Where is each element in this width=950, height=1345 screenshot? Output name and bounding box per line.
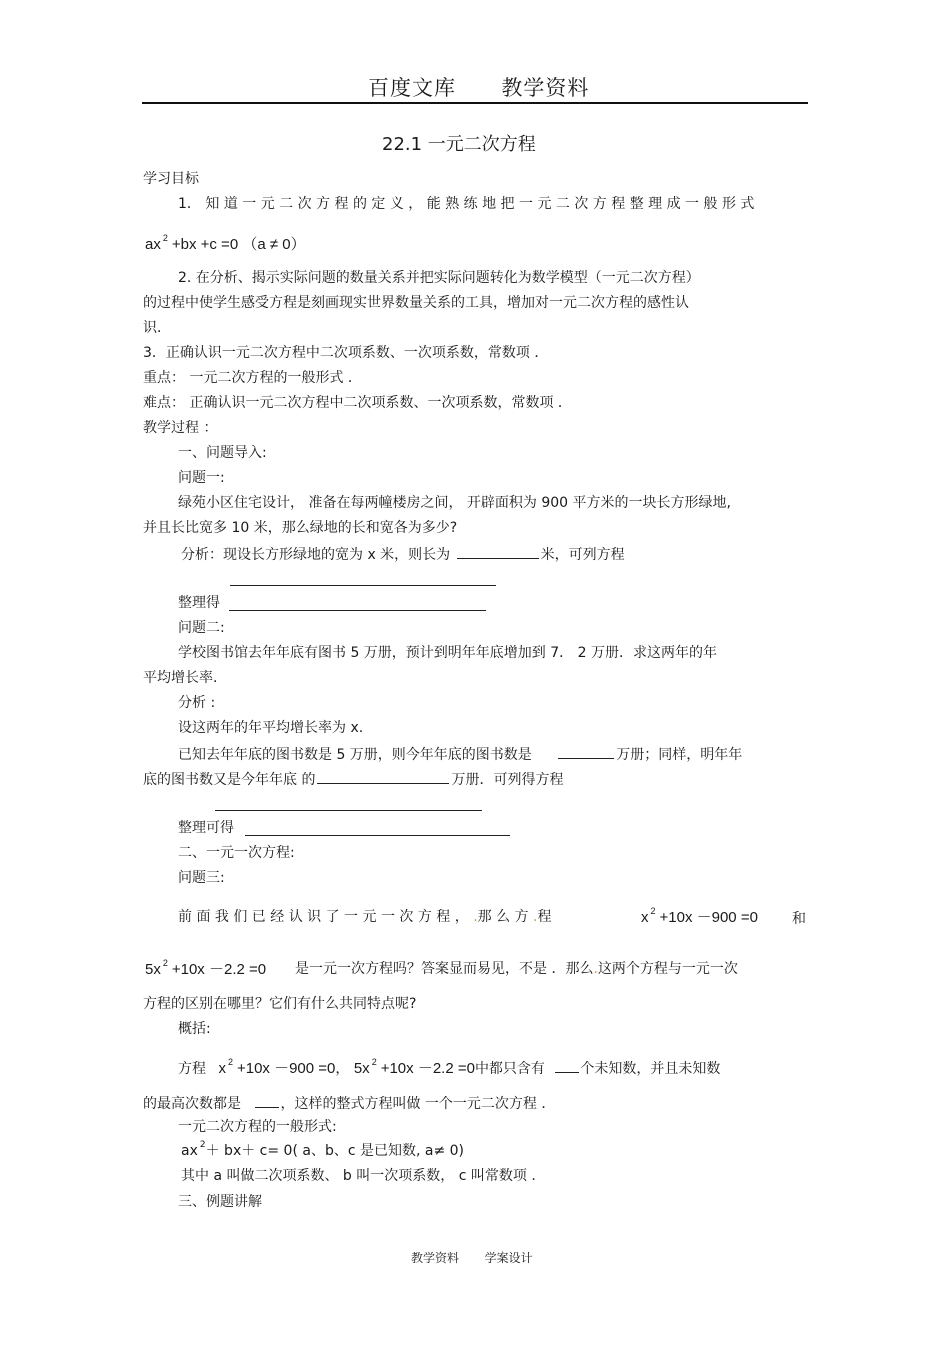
answer-blank bbox=[555, 1058, 579, 1073]
question-2-line2: 平均增长率. bbox=[143, 670, 218, 686]
question-2-arrange: 整理可得 bbox=[178, 820, 234, 836]
objective-2-line3: 识． bbox=[143, 320, 171, 336]
objective-2-line1: 2. 在分析、揭示实际问题的数量关系并把实际问题转化为数学模型（一元二次方程） bbox=[178, 270, 700, 286]
section-3-heading: 三、例题讲解 bbox=[178, 1194, 262, 1210]
answer-blank bbox=[457, 544, 539, 559]
summary-line2: 的最高次数都是 ，这样的整式方程叫做 一个一元二次方程 ． bbox=[143, 1093, 555, 1113]
question-1-arrange: 整理得 bbox=[178, 595, 220, 611]
objective-1: 1． 知 道 一 元 二 次 方 程 的 定 义 ， 能 熟 练 地 把 一 元 二 次 方 程 整 理 成 一 般 形 式 bbox=[178, 196, 755, 212]
answer-blank bbox=[255, 1093, 279, 1108]
answer-line bbox=[245, 835, 510, 836]
header-rule bbox=[142, 102, 808, 104]
answer-line bbox=[229, 610, 486, 611]
page-footer bbox=[411, 1249, 533, 1266]
general-form-label: 一元二次方程的一般形式: bbox=[178, 1119, 337, 1135]
coefficient-explanation: 其中 a 叫做二次项系数、 b 叫一次项系数， c 叫常数项 . bbox=[181, 1168, 536, 1184]
question-3-line1: 前 面 我 们 已 经 认 识 了 一 元 一 次 方 程 ， .那 么 方 .程 bbox=[178, 909, 552, 925]
question-3-equation-2: 5x $^2$ +10x －2.2 =0 bbox=[145, 958, 267, 978]
answer-line bbox=[230, 585, 496, 586]
answer-line bbox=[215, 810, 482, 811]
question-2-analysis: 分析 : bbox=[178, 695, 216, 711]
question-3-equation-1: x $^2$ +10x －900 =0 bbox=[641, 906, 758, 926]
objective-2-line2: 的过程中使学生感受方程是刻画现实世界数量关系的工具，增加对一元二次方程的感性认 bbox=[143, 295, 689, 311]
question-3-label: 问题三: bbox=[178, 870, 225, 886]
document-title: 22.1 一元二次方程 bbox=[382, 134, 536, 155]
question-2-line1: 学校图书馆去年年底有图书 5 万册，预计到明年年底增加到 7． 2 万册．求这两年的年 bbox=[178, 645, 717, 661]
process-heading: 教学过程 ： bbox=[143, 420, 218, 436]
header-right: 教学资料 bbox=[501, 76, 590, 100]
answer-blank bbox=[558, 744, 614, 759]
question-1-line2: 并且长比宽多 10 米，那么绿地的长和宽各为多少? bbox=[143, 520, 458, 536]
question-2-known: 已知去年年底的图书数是 5 万册，则今年年底的图书数是 万册；同样，明年年 bbox=[178, 744, 742, 764]
question-1-line1: 绿苑小区住宅设计， 准备在每两幢楼房之间， 开辟面积为 900 平方米的一块长方形绿地, bbox=[178, 495, 731, 511]
question-1-label: 问题一: bbox=[178, 470, 225, 486]
question-2-set: 设这两年的年平均增长率为 x. bbox=[178, 720, 364, 736]
difficulty-point: 难点： 正确认识一元二次方程中二次项系数、一次项系数，常数项 ． bbox=[143, 395, 572, 411]
question-2-label: 问题二: bbox=[178, 620, 225, 636]
header-left: 百度文库 bbox=[368, 76, 456, 100]
footer-left: 教学资料 bbox=[411, 1251, 460, 1265]
objectives-heading: 学习目标 bbox=[143, 171, 199, 187]
section-2-heading: 二、一元一次方程: bbox=[178, 845, 295, 861]
answer-blank bbox=[317, 769, 449, 784]
section-1-heading: 一、问题导入: bbox=[178, 445, 267, 461]
key-point: 重点： 一元二次方程的一般形式 ． bbox=[143, 370, 362, 386]
footer-right: 学案设计 bbox=[484, 1251, 533, 1265]
summary-label: 概括: bbox=[178, 1021, 211, 1037]
question-3-line3: 方程的区别在哪里？它们有什么共同特点呢? bbox=[143, 996, 417, 1012]
objective-1-formula: ax $^2$ +bx +c =0 （a ≠ 0） bbox=[145, 233, 306, 253]
question-3-and: 和 bbox=[792, 911, 806, 927]
question-1-analysis: 分析：现设长方形绿地的宽为 x 米，则长为 米，可列方程 bbox=[181, 544, 625, 564]
question-3-line2: 是一元一次方程吗？答案显而易见，不是 ．那么.这两个方程与一元一次 bbox=[295, 961, 738, 977]
general-form: ax $^2$＋ bx＋ c= 0( a、b、c 是已知数, a≠ 0) bbox=[181, 1140, 465, 1159]
question-2-next: 底的图书数又是今年年底 的 万册．可列得方程 bbox=[143, 769, 563, 789]
page-header bbox=[368, 72, 589, 102]
objective-3: 3．正确认识一元二次方程中二次项系数、一次项系数，常数项 ． bbox=[143, 345, 549, 361]
summary-line1: 方程 x $^2$ +10x －900 =0， 5x $^2$ +10x －2.2 =0中都只含有 个未知数，并且未知数 bbox=[178, 1057, 721, 1077]
